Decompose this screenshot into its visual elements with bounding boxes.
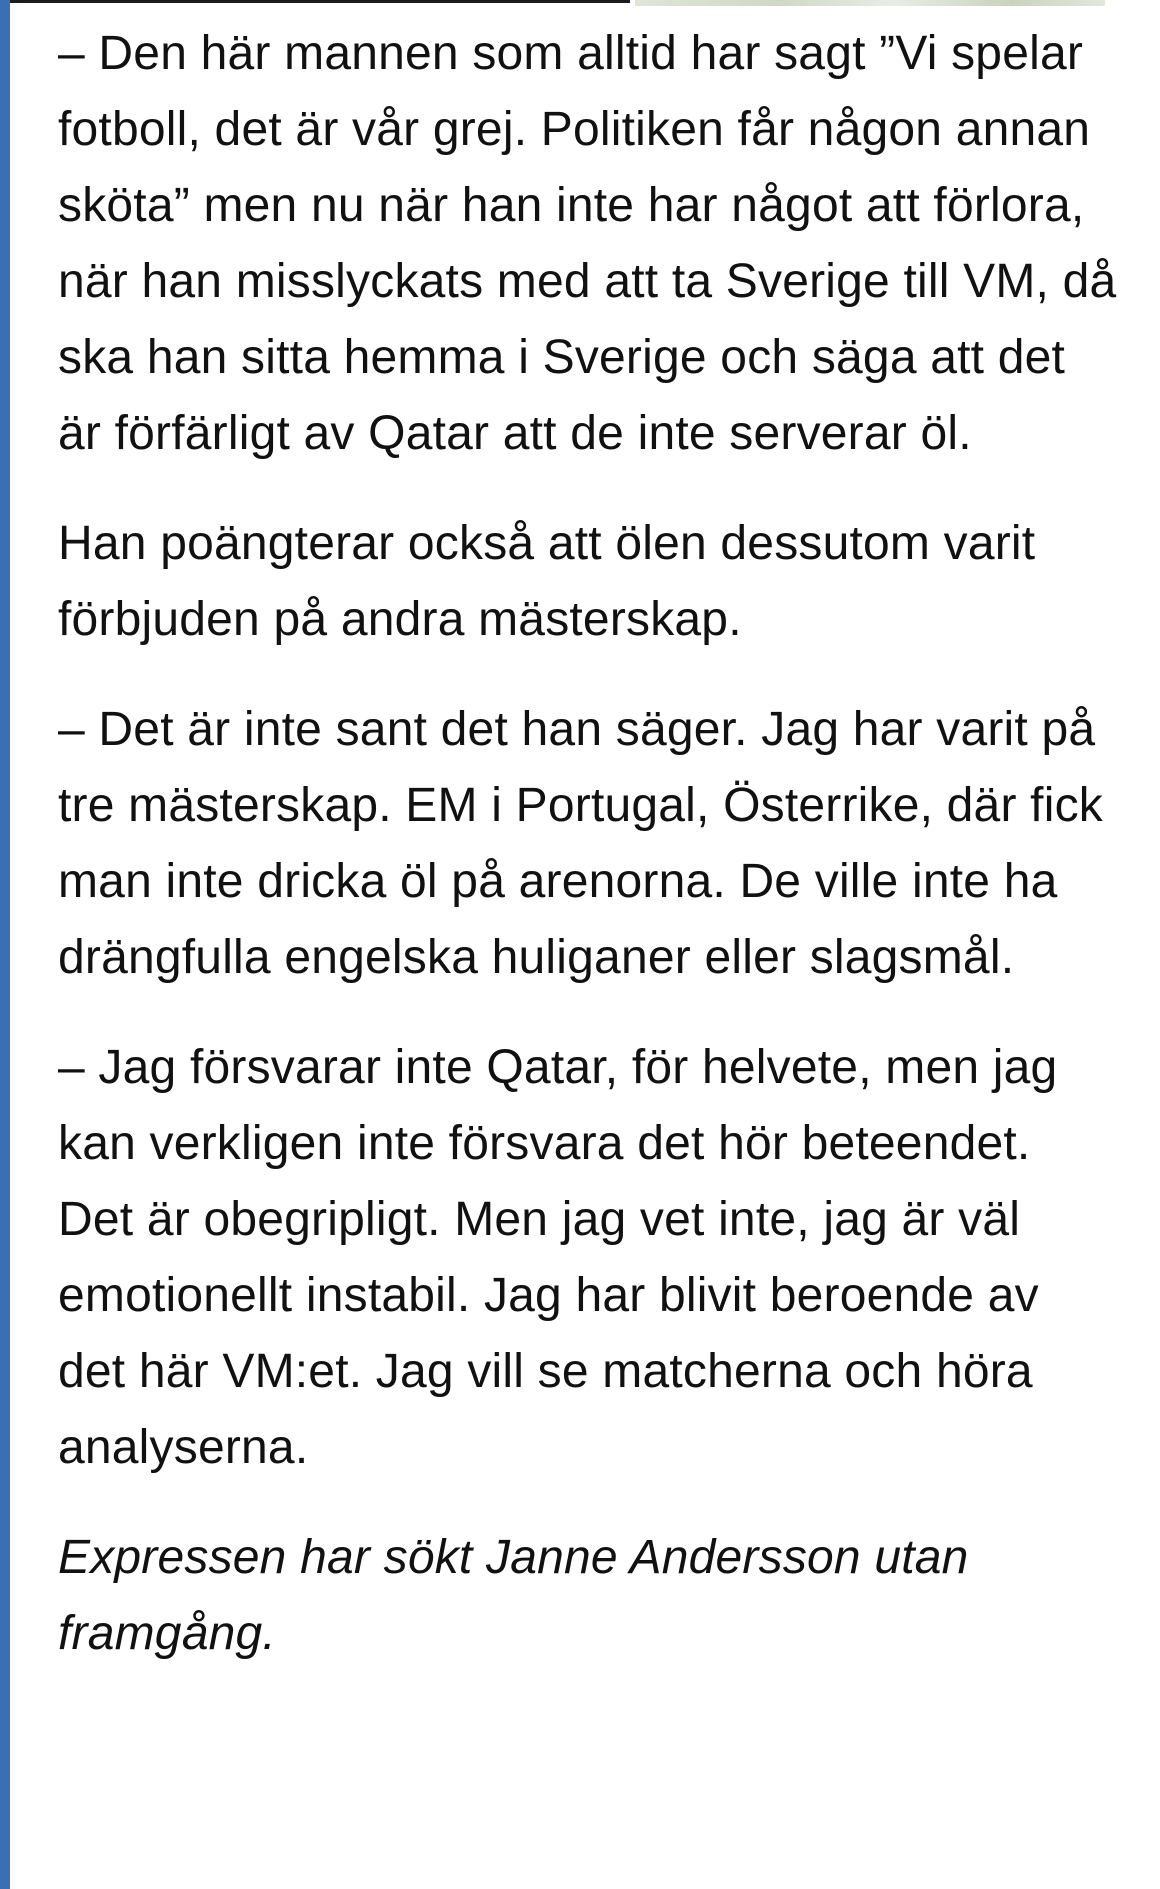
top-divider	[10, 0, 630, 3]
paragraph-quote-3: – Det är inte sant det han säger. Jag har varit på tre mästerskap. EM i Portugal, Österrike, där fick man inte dricka öl på arenorna. De ville inte ha drängfulla engelska huliganer eller slagsmål.	[58, 703, 1103, 984]
paragraph-quote-1: – Den här mannen som alltid har sagt ”Vi spelar fotboll, det är vår grej. Politiken får någon annan sköta” men nu när han inte har något att förlora, när han misslyckats med att ta Sverige till VM, då ska han sitta hemma i Sverige och säga att det är förfärligt av Qatar att de inte serverar öl.	[58, 27, 1117, 460]
paragraph-quote-4: – Jag försvarar inte Qatar, för helvete, men jag kan verkligen inte försvara det hör beteendet. Det är obegripligt. Men jag vet inte, jag är väl emotionellt instabil. Jag har blivit beroende av det här VM:et. Jag vill se matcherna och höra analyserna.	[58, 1041, 1058, 1474]
quote-accent-bar	[0, 0, 10, 1889]
image-edge	[635, 0, 1105, 6]
paragraph-2: Han poängterar också att ölen dessutom varit förbjuden på andra mästerskap.	[58, 517, 1036, 646]
article-body	[58, 16, 1118, 1706]
footnote: Expressen har sökt Janne Andersson utan framgång.	[58, 1531, 969, 1660]
